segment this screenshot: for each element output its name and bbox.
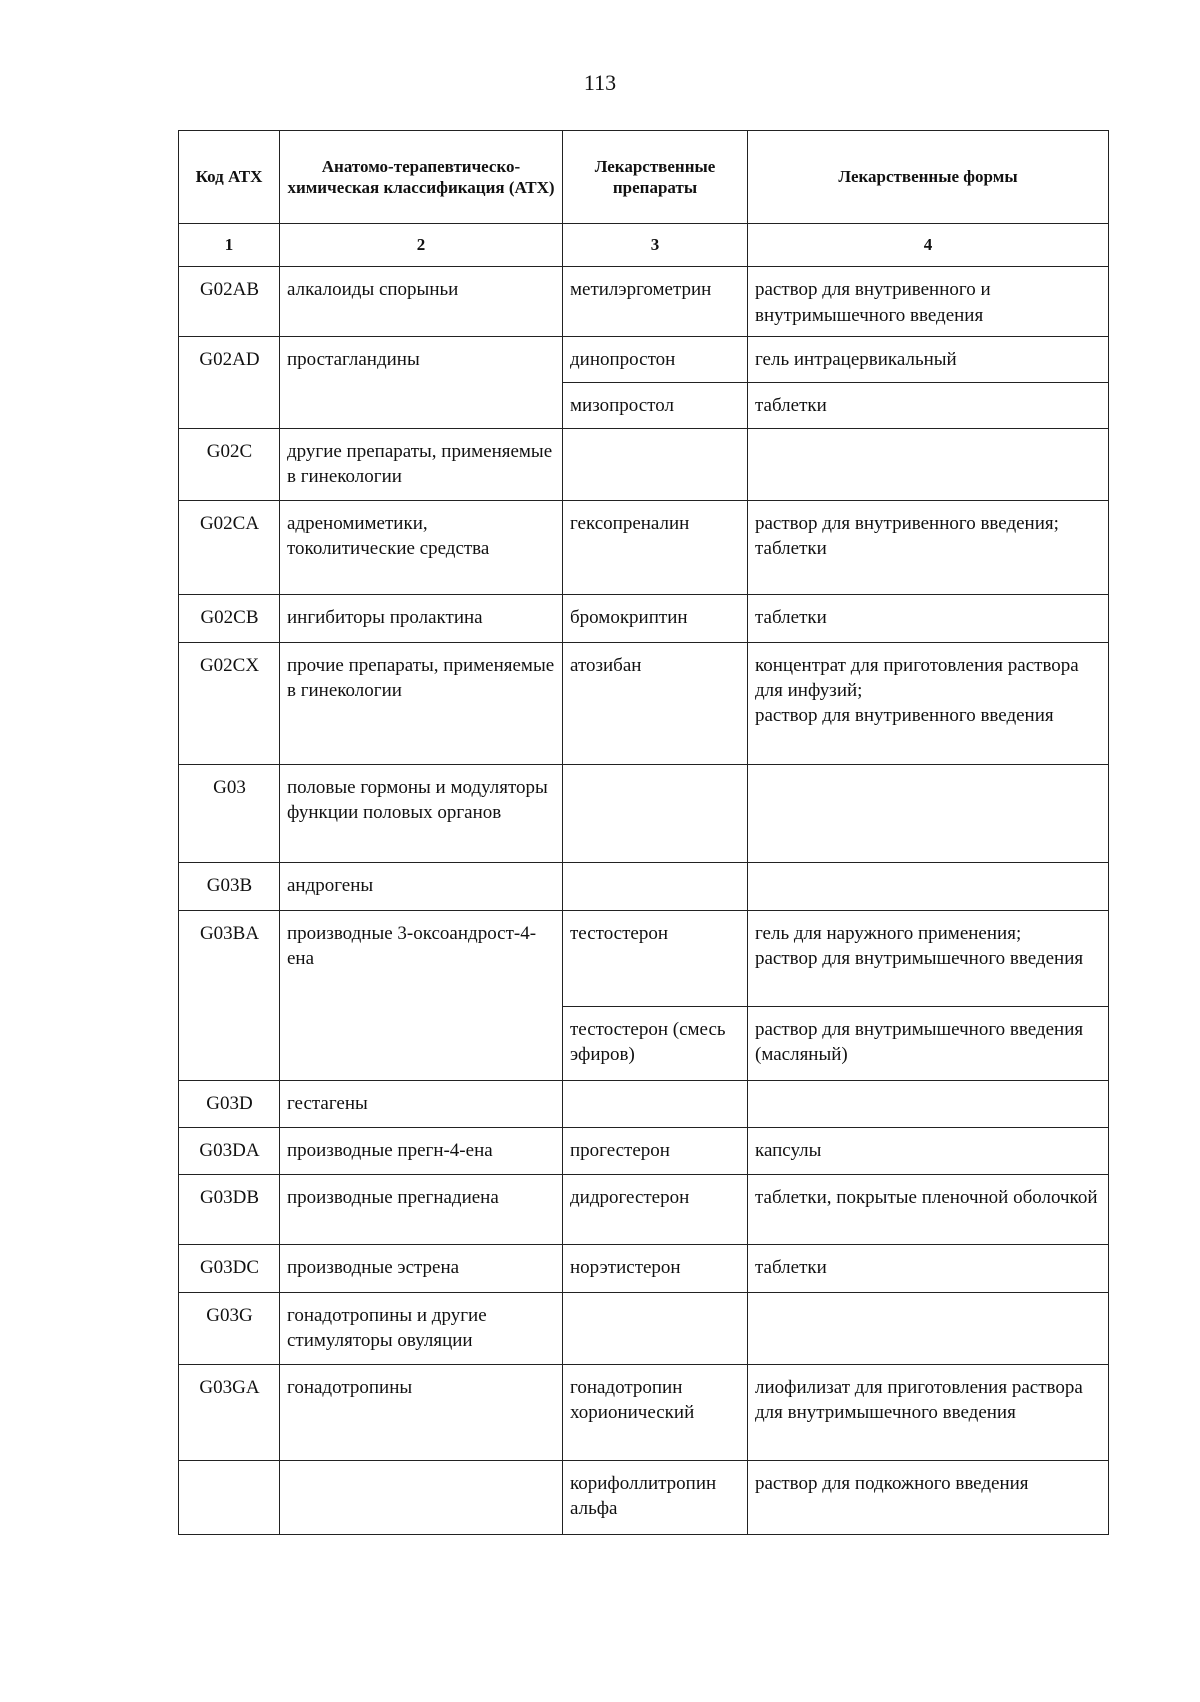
atc-code-cell: G03DB <box>179 1174 280 1244</box>
column-number: 3 <box>563 224 748 267</box>
atc-code-cell <box>179 1460 280 1534</box>
dosage-form-cell: раствор для внутривенного введения; таблетки <box>748 500 1109 594</box>
atc-classification-table <box>178 130 1109 1535</box>
atc-code-cell: G02CB <box>179 594 280 642</box>
classification-cell: простагландины <box>280 336 563 428</box>
classification-cell <box>280 1460 563 1534</box>
column-number: 4 <box>748 224 1109 267</box>
table-row <box>179 642 1109 764</box>
drug-cell: мизопростол <box>563 382 748 428</box>
table-row <box>179 1174 1109 1244</box>
dosage-form-cell: концентрат для приготовления раствора для инфузий; раствор для внутривенного введения <box>748 642 1109 764</box>
drug-cell: гонадотропин хорионический <box>563 1364 748 1460</box>
atc-code-cell: G02CX <box>179 642 280 764</box>
classification-cell: гонадотропины <box>280 1364 563 1460</box>
atc-code-cell: G03BA <box>179 910 280 1080</box>
table-row <box>179 1292 1109 1364</box>
classification-cell: половые гормоны и модуляторы функции половых органов <box>280 764 563 862</box>
drug-cell: прогестерон <box>563 1127 748 1174</box>
table-row <box>179 1244 1109 1292</box>
column-number-row <box>179 224 1109 267</box>
classification-cell: алкалоиды спорыньи <box>280 267 563 336</box>
header-dosage-forms: Лекарственные формы <box>748 131 1109 224</box>
atc-code-cell: G03B <box>179 862 280 910</box>
drug-cell: норэтистерон <box>563 1244 748 1292</box>
dosage-form-cell <box>748 764 1109 862</box>
table-row <box>179 1364 1109 1460</box>
drug-cell: тестостерон <box>563 910 748 1006</box>
classification-cell: гонадотропины и другие стимуляторы овуляции <box>280 1292 563 1364</box>
table-row <box>179 428 1109 500</box>
atc-code-cell: G03DC <box>179 1244 280 1292</box>
dosage-form-cell <box>748 428 1109 500</box>
drug-cell <box>563 1080 748 1127</box>
drug-cell <box>563 862 748 910</box>
table-header-row <box>179 131 1109 224</box>
page-number: 113 <box>583 70 617 95</box>
column-number: 1 <box>179 224 280 267</box>
dosage-form-cell: таблетки, покрытые пленочной оболочкой <box>748 1174 1109 1244</box>
classification-cell: гестагены <box>280 1080 563 1127</box>
dosage-form-cell: раствор для внутривенного и внутримышечного введения <box>748 267 1109 336</box>
atc-code-cell: G02C <box>179 428 280 500</box>
header-atc-classification: Анатомо-терапевтическо-химическая классификация (АТХ) <box>280 131 563 224</box>
drug-cell: динопростон <box>563 336 748 382</box>
dosage-form-cell: таблетки <box>748 594 1109 642</box>
table-row <box>179 764 1109 862</box>
drug-cell: гексопреналин <box>563 500 748 594</box>
dosage-form-cell: таблетки <box>748 382 1109 428</box>
drug-cell <box>563 764 748 862</box>
dosage-form-cell: капсулы <box>748 1127 1109 1174</box>
classification-cell: прочие препараты, применяемые в гинекологии <box>280 642 563 764</box>
atc-code-cell: G03 <box>179 764 280 862</box>
dosage-form-cell <box>748 862 1109 910</box>
table-row <box>179 267 1109 336</box>
drug-cell: дидрогестерон <box>563 1174 748 1244</box>
classification-cell: производные прегн-4-ена <box>280 1127 563 1174</box>
drug-cell: бромокриптин <box>563 594 748 642</box>
atc-code-cell: G03GA <box>179 1364 280 1460</box>
dosage-form-cell <box>748 1080 1109 1127</box>
drug-cell: тестостерон (смесь эфиров) <box>563 1006 748 1080</box>
classification-cell: производные эстрена <box>280 1244 563 1292</box>
dosage-form-cell: гель для наружного применения; раствор для внутримышечного введения <box>748 910 1109 1006</box>
table-row <box>179 1460 1109 1534</box>
atc-code-cell: G02AD <box>179 336 280 428</box>
drug-cell <box>563 1292 748 1364</box>
drug-cell: корифоллитропин альфа <box>563 1460 748 1534</box>
column-number: 2 <box>280 224 563 267</box>
table-row <box>179 336 1109 382</box>
header-atc-code: Код АТХ <box>179 131 280 224</box>
drug-cell: метилэргометрин <box>563 267 748 336</box>
atc-code-cell: G03D <box>179 1080 280 1127</box>
classification-cell: производные прегнадиена <box>280 1174 563 1244</box>
dosage-form-cell: гель интрацервикальный <box>748 336 1109 382</box>
header-drugs: Лекарственные препараты <box>563 131 748 224</box>
drug-cell <box>563 428 748 500</box>
classification-cell: андрогены <box>280 862 563 910</box>
classification-cell: производные 3-оксоандрост-4-ена <box>280 910 563 1080</box>
dosage-form-cell: раствор для подкожного введения <box>748 1460 1109 1534</box>
classification-cell: адреномиметики, токолитические средства <box>280 500 563 594</box>
atc-code-cell: G02CA <box>179 500 280 594</box>
table-row <box>179 594 1109 642</box>
drug-cell: атозибан <box>563 642 748 764</box>
table-row <box>179 1127 1109 1174</box>
table-row <box>179 862 1109 910</box>
classification-cell: ингибиторы пролактина <box>280 594 563 642</box>
atc-code-cell: G03DA <box>179 1127 280 1174</box>
table-row <box>179 1080 1109 1127</box>
dosage-form-cell: лиофилизат для приготовления раствора для внутримышечного введения <box>748 1364 1109 1460</box>
atc-code-cell: G03G <box>179 1292 280 1364</box>
dosage-form-cell <box>748 1292 1109 1364</box>
table-row <box>179 910 1109 1006</box>
dosage-form-cell: таблетки <box>748 1244 1109 1292</box>
dosage-form-cell: раствор для внутримышечного введения (масляный) <box>748 1006 1109 1080</box>
table-row <box>179 500 1109 594</box>
atc-code-cell: G02AB <box>179 267 280 336</box>
classification-cell: другие препараты, применяемые в гинекологии <box>280 428 563 500</box>
